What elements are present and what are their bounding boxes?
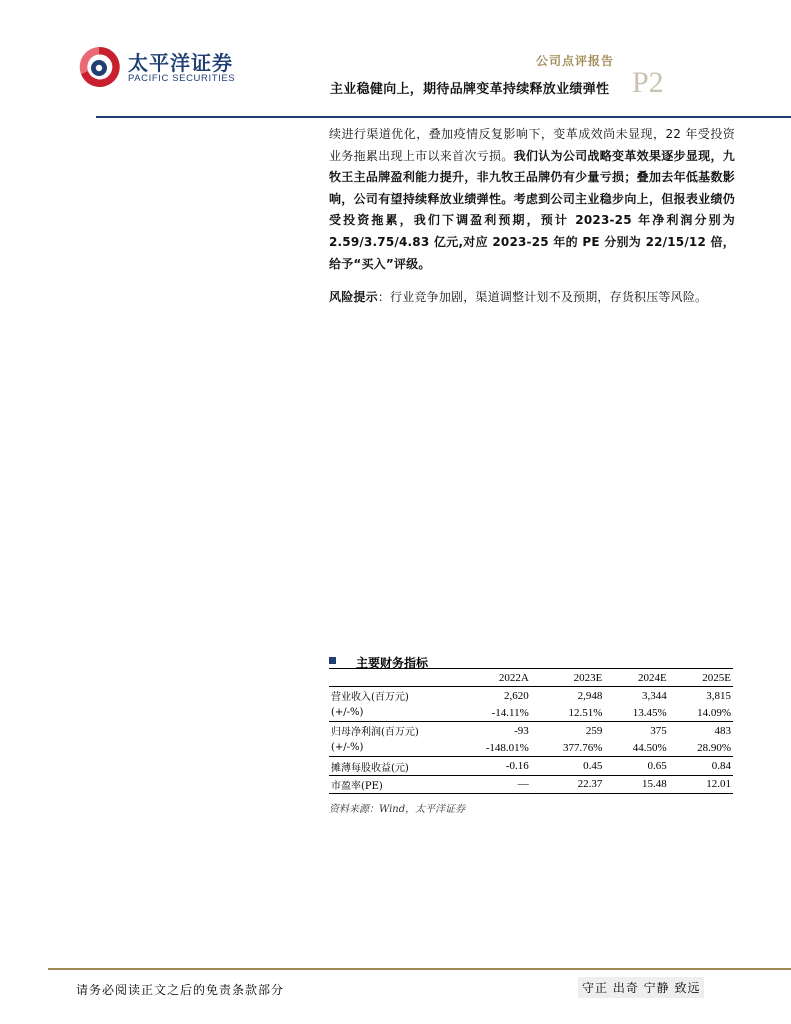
analysis-text: 续进行渠道优化，叠加疫情反复影响下，变革成效尚未显现，22 年受投资业务拖累出现上市以来首次亏损。 [329,127,735,163]
table-cell: 0.65 [647,760,667,773]
table-cell: 0.45 [583,760,603,773]
table-cell: 2,948 [577,689,603,702]
table-cell: 14.09% [697,706,731,719]
table-heading [329,654,733,668]
table-cell: 12.01 [706,778,731,791]
square-bullet-icon [329,657,336,664]
header-cell: 2024E [637,671,667,684]
company-logo [76,44,236,92]
table-cell: 44.50% [632,741,667,754]
table-cell: 2,620 [504,689,529,702]
table-row [329,704,733,722]
table-cell: 375 [650,724,667,737]
table-cell: 22.37 [577,778,603,791]
table-cell: 13.45% [632,706,667,719]
table-cell: -93 [514,724,529,737]
row-label: 市盈率(PE) [331,780,383,792]
financial-table [329,668,733,794]
table-cell: 15.48 [641,778,667,791]
table-row [329,722,733,740]
table-cell: 377.76% [562,741,603,754]
table-source: 资料来源：Wind，太平洋证券 [329,804,466,815]
risk-label: 风险提示 [329,290,378,304]
table-row [329,739,733,757]
table-row [329,757,733,775]
disclaimer-notice: 请务必阅读正文之后的免责条款部分 [76,983,285,997]
table-cell: 259 [585,724,603,737]
table-cell: — [517,778,529,791]
logo-english-name: PACIFIC SECURITIES [128,73,236,84]
table-cell: -0.16 [505,760,529,773]
risk-paragraph [329,287,735,309]
table-cell: 483 [714,724,731,737]
header-cell: 2022A [498,671,529,684]
table-row [329,687,733,705]
footer-divider [48,968,791,970]
page-number: P2 [632,66,664,99]
row-label: 摊薄每股收益(元) [331,762,409,774]
pacific-securities-logo-icon [76,44,122,90]
company-motto: 守正 出奇 宁静 致远 [578,977,704,998]
header-cell: 2025E [702,671,731,684]
table-row [329,775,733,793]
analysis-paragraph [329,124,735,275]
table-cell: 28.90% [697,741,731,754]
report-type: 公司点评报告 [536,54,615,68]
table-title: 主要财务指标 [356,656,429,670]
logo-chinese-name: 太平洋证券 [128,51,233,75]
table-cell: -148.01% [485,741,529,754]
risk-text: ：行业竞争加剧，渠道调整计划不及预期，存货积压等风险。 [377,290,708,304]
table-cell: -14.11% [491,706,529,719]
row-label: (+/-%) [331,707,364,719]
table-cell: 3,344 [641,689,667,702]
table-header-row [329,669,733,687]
header-divider [96,116,791,118]
analysis-conclusion: 我们认为公司战略变革效果逐步显现，九牧王主品牌盈利能力提升，非九牧王品牌仍有少量亏损；叠加去年低基数影响，公司有望持续释放业绩弹性。考虑到公司主业稳步向上，但报表业绩仍受投资拖累，我们下调盈利预期，预计 2023-25 年净利润分别为 2.59/3.75/4.83 亿元,对应 2023-25 年的 PE 分别为 22/15/12 倍，给予“买入”评级。 [329,148,735,271]
table-cell: 0.84 [711,760,731,773]
report-title: 主业稳健向上，期待品牌变革持续释放业绩弹性 [330,82,610,97]
header-cell: 2023E [573,671,603,684]
table-cell: 3,815 [706,689,731,702]
row-label: (+/-%) [331,742,364,754]
table-cell: 12.51% [568,706,603,719]
header-cell-blank [329,669,451,687]
row-label: 营业收入(百万元) [331,692,409,704]
row-label: 归母净利润(百万元) [331,727,419,739]
